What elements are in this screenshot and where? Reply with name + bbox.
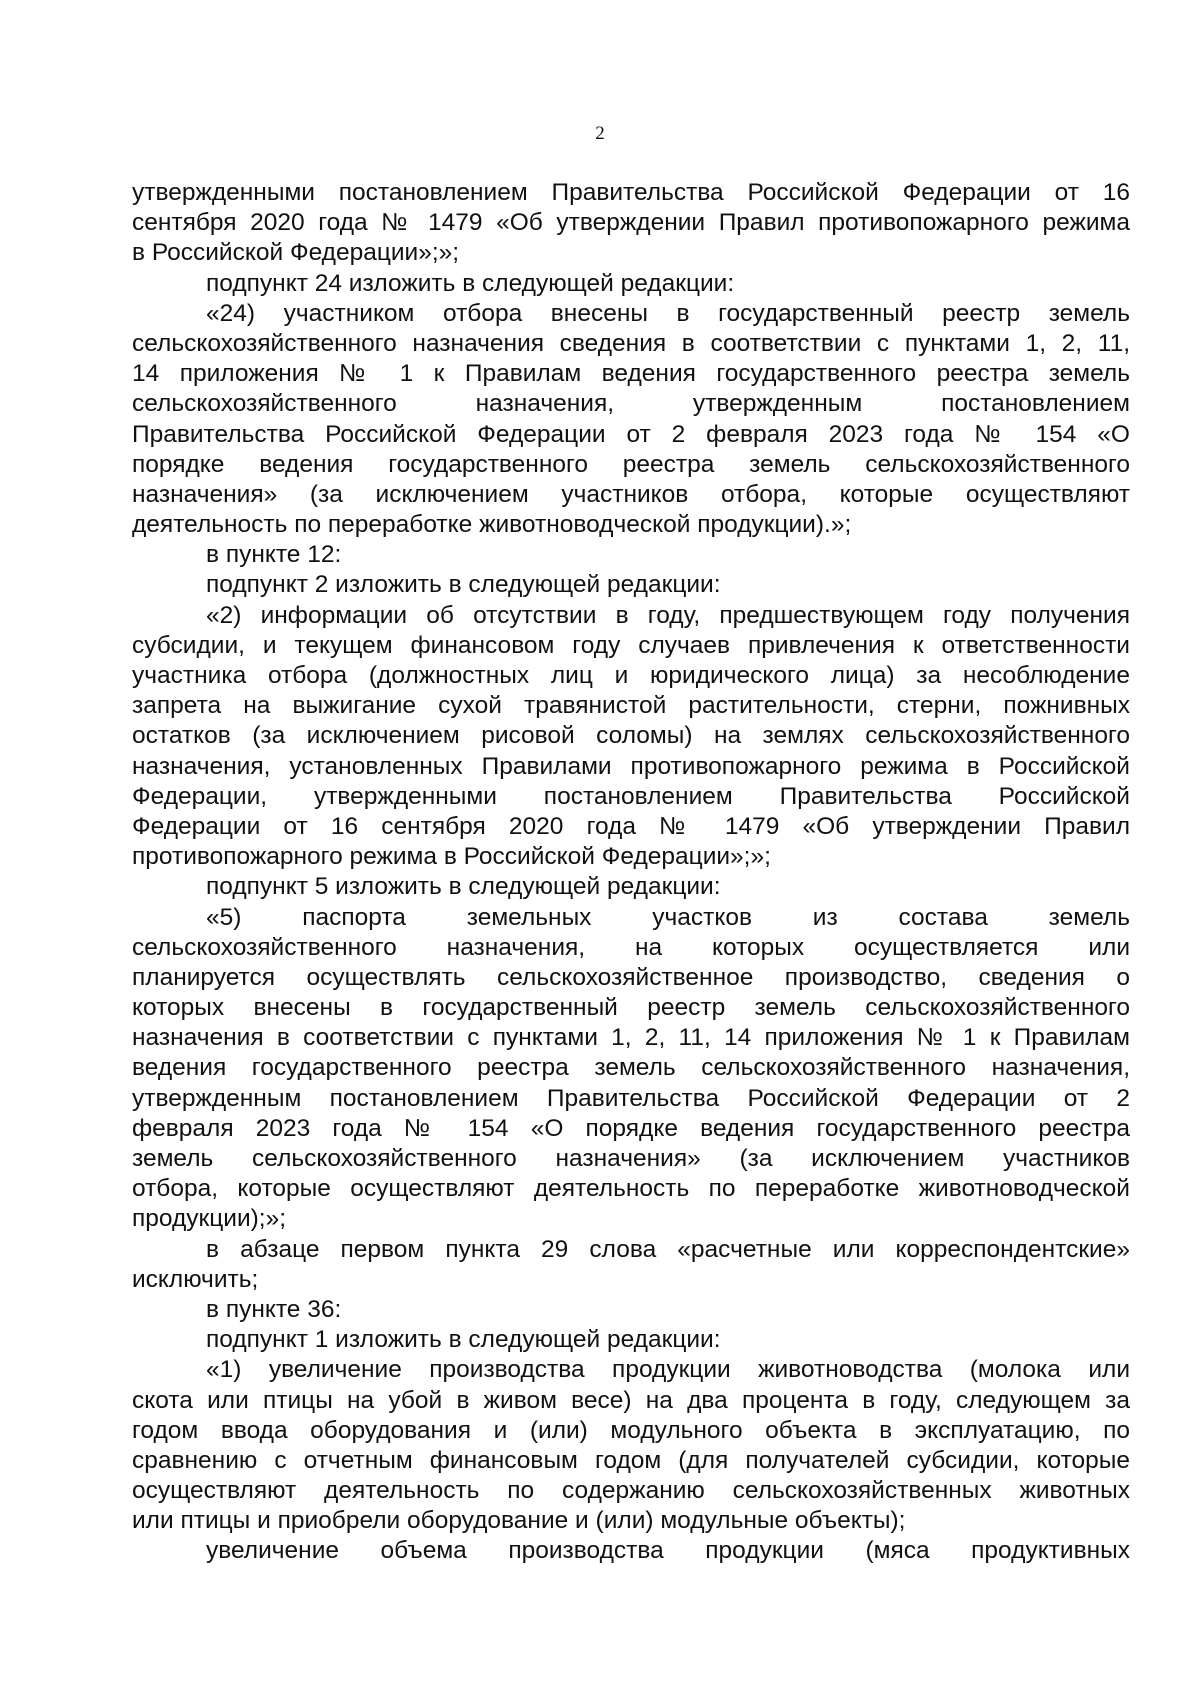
text-line: в пункте 36:	[206, 1295, 342, 1323]
text-line: субсидии, и текущем финансовом году случаев привлечения к ответственности	[132, 631, 1130, 659]
text-line: подпункт 24 изложить в следующей редакции:	[206, 269, 735, 297]
document-body	[132, 178, 1130, 1567]
text-line: деятельность по переработке животноводческой продукции).»;	[132, 511, 852, 539]
text-line: осуществляют деятельность по содержанию сельскохозяйственных животных	[132, 1477, 1130, 1505]
text-line: планируется осуществлять сельскохозяйственное производство, сведения о	[132, 963, 1130, 991]
text-line: 14 приложения № 1 к Правилам ведения государственного реестра земель	[132, 360, 1130, 388]
text-line: увеличение объема производства продукции (мяса продуктивных	[206, 1537, 1130, 1565]
text-line: сельскохозяйственного назначения, утвержденным постановлением	[132, 390, 1130, 418]
text-line: Федерации от 16 сентября 2020 года № 1479 «Об утверждении Правил	[132, 812, 1130, 840]
text-line: сентября 2020 года № 1479 «Об утверждении Правил противопожарного режима	[132, 209, 1130, 237]
text-line: «2) информации об отсутствии в году, предшествующем году получения	[206, 601, 1130, 629]
text-line: ведения государственного реестра земель сельскохозяйственного назначения,	[132, 1054, 1130, 1082]
text-line: участника отбора (должностных лиц и юридического лица) за несоблюдение	[132, 662, 1130, 689]
text-line: противопожарного режима в Российской Федерации»;»;	[132, 843, 771, 871]
text-line: назначения, установленных Правилами противопожарного режима в Российской	[132, 752, 1130, 780]
text-line: продукции);»;	[132, 1205, 287, 1233]
text-line: утвержденными постановлением Правительства Российской Федерации от 16	[132, 179, 1130, 206]
text-line: порядке ведения государственного реестра земель сельскохозяйственного	[132, 450, 1130, 478]
text-line: подпункт 1 изложить в следующей редакции:	[206, 1326, 721, 1354]
text-line: подпункт 5 изложить в следующей редакции:	[206, 873, 721, 901]
text-line: сельскохозяйственного назначения, на которых осуществляется или	[132, 933, 1130, 961]
text-line: исключить;	[132, 1265, 259, 1293]
text-line: «1) увеличение производства продукции животноводства (молока или	[206, 1356, 1130, 1384]
text-line: «24) участником отбора внесены в государственный реестр земель	[206, 299, 1130, 327]
text-line: февраля 2023 года № 154 «О порядке ведения государственного реестра	[132, 1114, 1130, 1142]
text-line: Федерации, утвержденными постановлением Правительства Российской	[132, 782, 1130, 810]
text-line: подпункт 2 изложить в следующей редакции:	[206, 571, 721, 599]
text-line: в абзаце первом пункта 29 слова «расчетные или корреспондентские»	[206, 1235, 1130, 1263]
text-line: сравнению с отчетным финансовым годом (для получателей субсидии, которые	[132, 1446, 1130, 1474]
text-line: утвержденным постановлением Правительства Российской Федерации от 2	[132, 1084, 1130, 1112]
text-line: сельскохозяйственного назначения сведения в соответствии с пунктами 1, 2, 11,	[132, 329, 1130, 357]
text-line: Правительства Российской Федерации от 2 февраля 2023 года № 154 «О	[132, 420, 1130, 448]
text-line: или птицы и приобрели оборудование и (или) модульные объекты);	[132, 1507, 906, 1535]
text-line: «5) паспорта земельных участков из состава земель	[206, 903, 1130, 931]
text-line: назначения» (за исключением участников отбора, которые осуществляют	[132, 480, 1130, 508]
text-line: которых внесены в государственный реестр земель сельскохозяйственного	[132, 994, 1130, 1022]
text-line: остатков (за исключением рисовой соломы) на землях сельскохозяйственного	[132, 722, 1130, 750]
text-line: отбора, которые осуществляют деятельность по переработке животноводческой	[132, 1175, 1130, 1203]
text-line: скота или птицы на убой в живом весе) на два процента в году, следующем за	[132, 1386, 1130, 1414]
text-line: земель сельскохозяйственного назначения» (за исключением участников	[132, 1145, 1130, 1172]
text-line: годом ввода оборудования и (или) модульного объекта в эксплуатацию, по	[132, 1416, 1130, 1444]
text-line: в Российской Федерации»;»;	[132, 239, 460, 267]
text-line: в пункте 12:	[206, 541, 342, 569]
text-line: запрета на выжигание сухой травянистой растительности, стерни, пожнивных	[132, 692, 1130, 720]
text-line: назначения в соответствии с пунктами 1, 2, 11, 14 приложения № 1 к Правилам	[132, 1024, 1130, 1052]
page-number: 2	[595, 123, 605, 144]
